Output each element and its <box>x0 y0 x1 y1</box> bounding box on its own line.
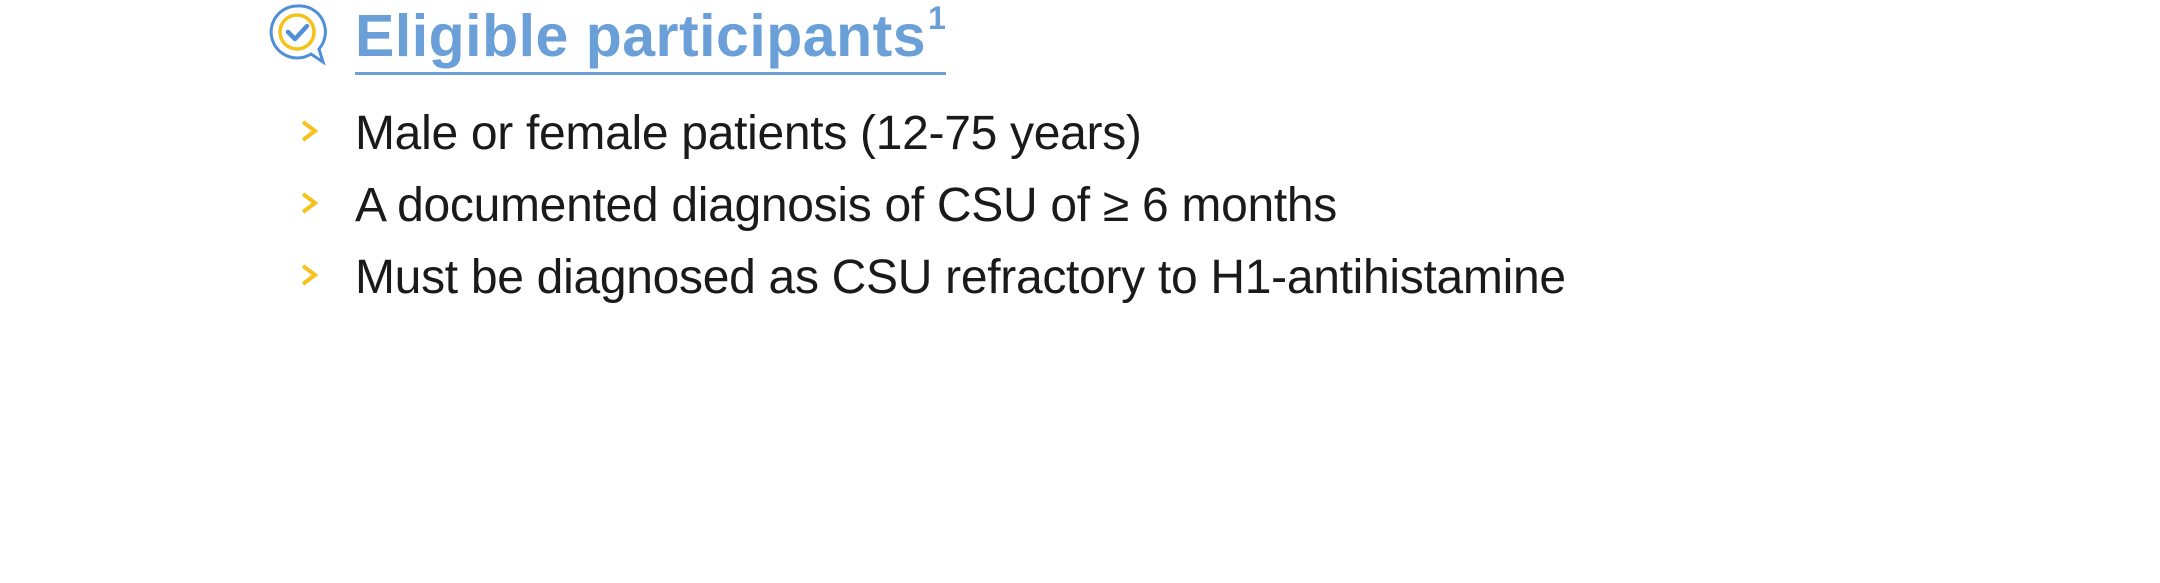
criterion-text: Male or female patients (12-75 years) <box>355 107 1142 160</box>
section-heading <box>265 0 1965 72</box>
chevron-right-icon <box>301 264 319 286</box>
page-title <box>355 0 946 75</box>
chat-check-icon <box>265 2 329 66</box>
criterion-text: A documented diagnosis of CSU of ≥ 6 months <box>355 179 1337 232</box>
footnote-reference: 1 <box>928 0 947 37</box>
eligible-participants-section <box>265 0 1965 304</box>
criterion-text: Must be diagnosed as CSU refractory to H1-antihistamine <box>355 251 1566 304</box>
page-title-text: Eligible participants <box>355 3 927 69</box>
chevron-right-icon <box>301 120 319 142</box>
chevron-right-icon <box>301 192 319 214</box>
